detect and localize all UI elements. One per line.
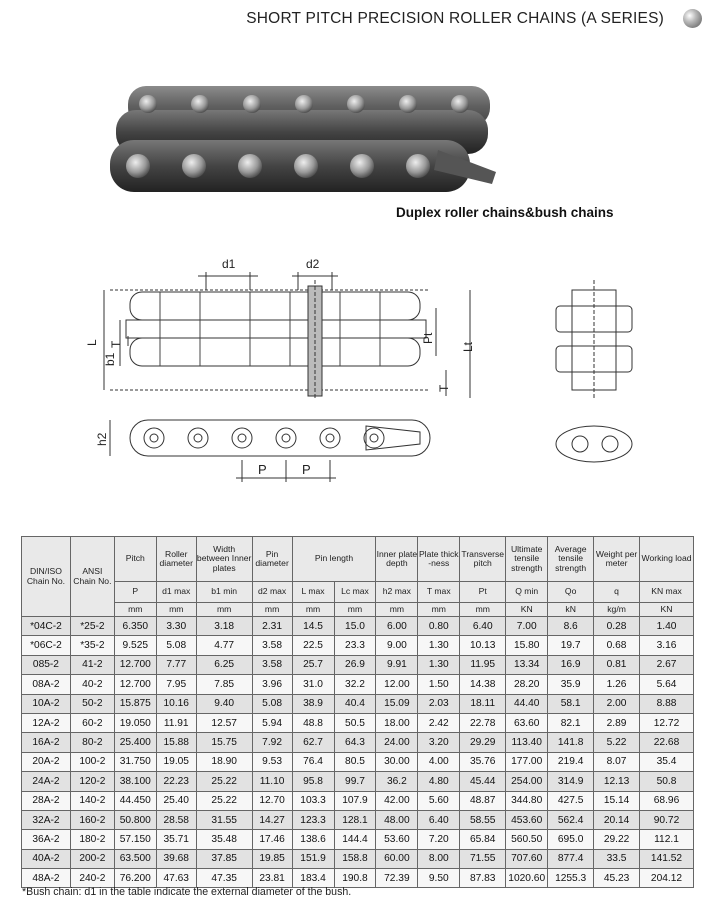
table-cell: 37.85 [196, 849, 252, 868]
table-cell: 50.5 [334, 713, 376, 732]
table-cell: *35-2 [70, 636, 114, 655]
table-row [22, 791, 694, 810]
table-cell: 82.1 [548, 713, 594, 732]
table-cell: 53.60 [376, 830, 418, 849]
table-cell: 12.57 [196, 713, 252, 732]
table-cell: 12.700 [114, 655, 156, 674]
table-cell: 6.40 [460, 617, 506, 636]
table-cell: 44.40 [506, 694, 548, 713]
sphere-bullet-icon [683, 9, 702, 28]
table-cell: 128.1 [334, 810, 376, 829]
table-cell: 8.6 [548, 617, 594, 636]
table-cell: 15.14 [594, 791, 640, 810]
symbol-header: Pt [460, 582, 506, 603]
table-cell: 240-2 [70, 869, 114, 888]
table-cell: 80.5 [334, 752, 376, 771]
table-cell: 35.4 [640, 752, 694, 771]
col-din: DIN/ISO Chain No. [22, 537, 71, 617]
table-cell: 180-2 [70, 830, 114, 849]
table-cell: 1020.60 [506, 869, 548, 888]
table-cell: 14.27 [252, 810, 292, 829]
page-title: SHORT PITCH PRECISION ROLLER CHAINS (A SERIES) [246, 10, 664, 27]
col-roller: Roller diameter [156, 537, 196, 582]
footnote: *Bush chain: d1 in the table indicate the external diameter of the bush. [22, 886, 352, 898]
table-cell: 08A-2 [22, 675, 71, 694]
table-cell: 7.95 [156, 675, 196, 694]
table-cell: 3.58 [252, 636, 292, 655]
table-cell: 1.30 [418, 655, 460, 674]
table-cell: 20.14 [594, 810, 640, 829]
table-row [22, 675, 694, 694]
table-cell: 36.2 [376, 772, 418, 791]
table-cell: 58.1 [548, 694, 594, 713]
symbol-header: T max [418, 582, 460, 603]
table-cell: 707.60 [506, 849, 548, 868]
table-cell: 71.55 [460, 849, 506, 868]
table-cell: 7.20 [418, 830, 460, 849]
table-cell: 99.7 [334, 772, 376, 791]
table-cell: 15.88 [156, 733, 196, 752]
table-cell: 7.77 [156, 655, 196, 674]
table-cell: *04C-2 [22, 617, 71, 636]
table-cell: 6.40 [418, 810, 460, 829]
table-cell: 1.50 [418, 675, 460, 694]
table-cell: 32.2 [334, 675, 376, 694]
table-cell: 19.05 [156, 752, 196, 771]
table-cell: 63.500 [114, 849, 156, 868]
table-cell: 31.55 [196, 810, 252, 829]
table-cell: 48.00 [376, 810, 418, 829]
table-cell: *25-2 [70, 617, 114, 636]
table-cell: 9.53 [252, 752, 292, 771]
table-cell: 40.4 [334, 694, 376, 713]
table-cell: 15.09 [376, 694, 418, 713]
table-cell: 3.20 [418, 733, 460, 752]
table-cell: 112.1 [640, 830, 694, 849]
table-cell: 141.52 [640, 849, 694, 868]
table-cell: 427.5 [548, 791, 594, 810]
table-cell: 19.85 [252, 849, 292, 868]
table-cell: 41-2 [70, 655, 114, 674]
h2-label: h2 [95, 432, 109, 446]
table-cell: 44.450 [114, 791, 156, 810]
table-cell: 5.60 [418, 791, 460, 810]
table-cell: 7.00 [506, 617, 548, 636]
table-cell: 7.85 [196, 675, 252, 694]
table-cell: 7.92 [252, 733, 292, 752]
table-cell: 3.30 [156, 617, 196, 636]
table-cell: 103.3 [292, 791, 334, 810]
table-cell: 38.100 [114, 772, 156, 791]
unit-header: KN [506, 603, 548, 617]
table-cell: 183.4 [292, 869, 334, 888]
table-cell: 314.9 [548, 772, 594, 791]
unit-header: mm [334, 603, 376, 617]
table-cell: 10.13 [460, 636, 506, 655]
col-ultimate: Ultimate tensile strength [506, 537, 548, 582]
photo-caption: Duplex roller chains&bush chains [396, 205, 614, 220]
table-cell: 16A-2 [22, 733, 71, 752]
table-cell: 2.67 [640, 655, 694, 674]
col-working: Working load [640, 537, 694, 582]
table-cell: 3.58 [252, 655, 292, 674]
table-cell: 5.22 [594, 733, 640, 752]
table-cell: 22.68 [640, 733, 694, 752]
symbol-header: q [594, 582, 640, 603]
table-cell: 1255.3 [548, 869, 594, 888]
table-cell: 6.00 [376, 617, 418, 636]
table-cell: 140-2 [70, 791, 114, 810]
col-plate-depth: Inner plate depth [376, 537, 418, 582]
table-cell: 5.08 [156, 636, 196, 655]
table-cell: 695.0 [548, 830, 594, 849]
col-plate-thickness: Plate thick -ness [418, 537, 460, 582]
table-row [22, 694, 694, 713]
table-cell: 12.700 [114, 675, 156, 694]
col-pin-diameter: Pin diameter [252, 537, 292, 582]
table-cell: 50.8 [640, 772, 694, 791]
table-cell: 45.23 [594, 869, 640, 888]
table-cell: 31.0 [292, 675, 334, 694]
table-cell: 35.71 [156, 830, 196, 849]
unit-header: mm [292, 603, 334, 617]
T-right-label: T [437, 384, 451, 392]
table-cell: 12.70 [252, 791, 292, 810]
table-cell: 18.11 [460, 694, 506, 713]
table-cell: 19.7 [548, 636, 594, 655]
table-cell: 1.40 [640, 617, 694, 636]
unit-header: mm [196, 603, 252, 617]
table-row [22, 772, 694, 791]
table-cell: 9.525 [114, 636, 156, 655]
table-cell: 2.89 [594, 713, 640, 732]
table-cell: 12.72 [640, 713, 694, 732]
d1-label: d1 [222, 257, 236, 271]
Lt-label: Lt [461, 341, 475, 352]
table-cell: 38.9 [292, 694, 334, 713]
T-left-label: T [109, 340, 123, 348]
table-cell: 2.00 [594, 694, 640, 713]
table-cell: 8.88 [640, 694, 694, 713]
table-cell: 76.200 [114, 869, 156, 888]
table-cell: 31.750 [114, 752, 156, 771]
table-cell: 9.91 [376, 655, 418, 674]
unit-header: mm [114, 603, 156, 617]
table-cell: 48A-2 [22, 869, 71, 888]
table-cell: 141.8 [548, 733, 594, 752]
table-cell: 120-2 [70, 772, 114, 791]
L-label: L [85, 339, 99, 346]
table-cell: 10A-2 [22, 694, 71, 713]
col-pin-length: Pin length [292, 537, 376, 582]
table-cell: 90.72 [640, 810, 694, 829]
P-label-2: P [302, 462, 311, 477]
table-cell: 65.84 [460, 830, 506, 849]
col-transverse: Transverse pitch [460, 537, 506, 582]
table-cell: 26.9 [334, 655, 376, 674]
table-cell: 16.9 [548, 655, 594, 674]
table-cell: 3.16 [640, 636, 694, 655]
symbol-header: d1 max [156, 582, 196, 603]
table-cell: 12.00 [376, 675, 418, 694]
table-cell: 5.08 [252, 694, 292, 713]
table-cell: 15.0 [334, 617, 376, 636]
table-cell: 2.03 [418, 694, 460, 713]
table-cell: 6.350 [114, 617, 156, 636]
table-cell: 6.25 [196, 655, 252, 674]
table-cell: 42.00 [376, 791, 418, 810]
table-cell: 36A-2 [22, 830, 71, 849]
table-cell: 344.80 [506, 791, 548, 810]
table-cell: 23.81 [252, 869, 292, 888]
table-cell: 35.48 [196, 830, 252, 849]
table-row [22, 830, 694, 849]
unit-header: mm [156, 603, 196, 617]
table-cell: 13.34 [506, 655, 548, 674]
unit-header: kN [548, 603, 594, 617]
table-cell: 562.4 [548, 810, 594, 829]
table-cell: 3.18 [196, 617, 252, 636]
table-cell: 25.400 [114, 733, 156, 752]
table-cell: 5.94 [252, 713, 292, 732]
table-cell: 62.7 [292, 733, 334, 752]
symbol-header: Qo [548, 582, 594, 603]
symbol-header: d2 max [252, 582, 292, 603]
table-cell: 190.8 [334, 869, 376, 888]
table-row [22, 617, 694, 636]
table-cell: 60-2 [70, 713, 114, 732]
P-label-1: P [258, 462, 267, 477]
table-cell: 560.50 [506, 830, 548, 849]
symbol-header: P [114, 582, 156, 603]
Pt-label: Pt [421, 332, 435, 344]
table-cell: 9.40 [196, 694, 252, 713]
table-cell: 10.16 [156, 694, 196, 713]
table-cell: 5.64 [640, 675, 694, 694]
chain-spec-table [21, 536, 694, 888]
table-cell: 60.00 [376, 849, 418, 868]
table-cell: 47.63 [156, 869, 196, 888]
table-cell: 17.46 [252, 830, 292, 849]
table-cell: *06C-2 [22, 636, 71, 655]
table-cell: 11.10 [252, 772, 292, 791]
table-cell: 3.96 [252, 675, 292, 694]
symbol-header: L max [292, 582, 334, 603]
unit-header: mm [460, 603, 506, 617]
table-cell: 39.68 [156, 849, 196, 868]
table-cell: 50-2 [70, 694, 114, 713]
table-cell: 0.81 [594, 655, 640, 674]
table-cell: 22.78 [460, 713, 506, 732]
table-cell: 40-2 [70, 675, 114, 694]
table-cell: 9.50 [418, 869, 460, 888]
table-cell: 204.12 [640, 869, 694, 888]
table-cell: 24.00 [376, 733, 418, 752]
table-cell: 107.9 [334, 791, 376, 810]
table-cell: 95.8 [292, 772, 334, 791]
table-row [22, 655, 694, 674]
table-cell: 57.150 [114, 830, 156, 849]
col-width: Width between Inner plates [196, 537, 252, 582]
table-cell: 25.40 [156, 791, 196, 810]
table-row [22, 810, 694, 829]
duplex-chain-photo [108, 80, 500, 202]
table-cell: 22.5 [292, 636, 334, 655]
table-cell: 158.8 [334, 849, 376, 868]
table-cell: 151.9 [292, 849, 334, 868]
unit-header: mm [376, 603, 418, 617]
table-cell: 28.58 [156, 810, 196, 829]
col-weight: Weight per meter [594, 537, 640, 582]
table-cell: 47.35 [196, 869, 252, 888]
table-cell: 48.87 [460, 791, 506, 810]
table-row [22, 752, 694, 771]
symbol-header: b1 min [196, 582, 252, 603]
table-cell: 085-2 [22, 655, 71, 674]
table-cell: 12.13 [594, 772, 640, 791]
table-cell: 33.5 [594, 849, 640, 868]
page-header [0, 6, 716, 32]
table-cell: 123.3 [292, 810, 334, 829]
table-cell: 144.4 [334, 830, 376, 849]
table-cell: 453.60 [506, 810, 548, 829]
table-cell: 72.39 [376, 869, 418, 888]
table-cell: 58.55 [460, 810, 506, 829]
table-cell: 19.050 [114, 713, 156, 732]
unit-header: mm [418, 603, 460, 617]
table-cell: 1.30 [418, 636, 460, 655]
table-cell: 219.4 [548, 752, 594, 771]
table-cell: 0.80 [418, 617, 460, 636]
table-cell: 23.3 [334, 636, 376, 655]
table-row [22, 713, 694, 732]
table-cell: 63.60 [506, 713, 548, 732]
symbol-header: Lc max [334, 582, 376, 603]
unit-header: kg/m [594, 603, 640, 617]
table-cell: 4.80 [418, 772, 460, 791]
symbol-header: h2 max [376, 582, 418, 603]
symbol-header: KN max [640, 582, 694, 603]
col-ansi: ANSI Chain No. [70, 537, 114, 617]
table-cell: 2.31 [252, 617, 292, 636]
table-cell: 29.29 [460, 733, 506, 752]
col-pitch: Pitch [114, 537, 156, 582]
table-cell: 177.00 [506, 752, 548, 771]
table-cell: 113.40 [506, 733, 548, 752]
table-cell: 20A-2 [22, 752, 71, 771]
unit-header: KN [640, 603, 694, 617]
table-cell: 877.4 [548, 849, 594, 868]
table-cell: 24A-2 [22, 772, 71, 791]
table-cell: 8.00 [418, 849, 460, 868]
table-cell: 15.80 [506, 636, 548, 655]
table-cell: 50.800 [114, 810, 156, 829]
b1-label: b1 [103, 352, 117, 366]
table-cell: 35.9 [548, 675, 594, 694]
col-average: Average tensile strength [548, 537, 594, 582]
table-cell: 14.5 [292, 617, 334, 636]
table-cell: 18.00 [376, 713, 418, 732]
table-cell: 68.96 [640, 791, 694, 810]
table-cell: 11.91 [156, 713, 196, 732]
table-row [22, 849, 694, 868]
table-cell: 80-2 [70, 733, 114, 752]
table-cell: 32A-2 [22, 810, 71, 829]
table-cell: 4.77 [196, 636, 252, 655]
table-row [22, 733, 694, 752]
table-cell: 200-2 [70, 849, 114, 868]
table-cell: 35.76 [460, 752, 506, 771]
table-row [22, 636, 694, 655]
table-cell: 30.00 [376, 752, 418, 771]
table-cell: 1.26 [594, 675, 640, 694]
table-cell: 25.22 [196, 791, 252, 810]
table-cell: 138.6 [292, 830, 334, 849]
symbol-header: Q min [506, 582, 548, 603]
table-cell: 76.4 [292, 752, 334, 771]
table-cell: 18.90 [196, 752, 252, 771]
table-cell: 254.00 [506, 772, 548, 791]
table-cell: 0.28 [594, 617, 640, 636]
table-cell: 45.44 [460, 772, 506, 791]
table-cell: 160-2 [70, 810, 114, 829]
table-cell: 12A-2 [22, 713, 71, 732]
table-cell: 15.875 [114, 694, 156, 713]
table-cell: 14.38 [460, 675, 506, 694]
table-cell: 11.95 [460, 655, 506, 674]
table-cell: 2.42 [418, 713, 460, 732]
table-cell: 8.07 [594, 752, 640, 771]
table-cell: 40A-2 [22, 849, 71, 868]
chain-technical-drawing [70, 250, 670, 500]
table-cell: 25.22 [196, 772, 252, 791]
table-cell: 25.7 [292, 655, 334, 674]
table-cell: 64.3 [334, 733, 376, 752]
table-cell: 15.75 [196, 733, 252, 752]
table-cell: 28.20 [506, 675, 548, 694]
table-cell: 4.00 [418, 752, 460, 771]
d2-label: d2 [306, 257, 320, 271]
table-cell: 9.00 [376, 636, 418, 655]
unit-header: mm [252, 603, 292, 617]
table-cell: 100-2 [70, 752, 114, 771]
table-cell: 22.23 [156, 772, 196, 791]
table-cell: 0.68 [594, 636, 640, 655]
table-cell: 28A-2 [22, 791, 71, 810]
table-cell: 87.83 [460, 869, 506, 888]
table-cell: 48.8 [292, 713, 334, 732]
table-cell: 29.22 [594, 830, 640, 849]
